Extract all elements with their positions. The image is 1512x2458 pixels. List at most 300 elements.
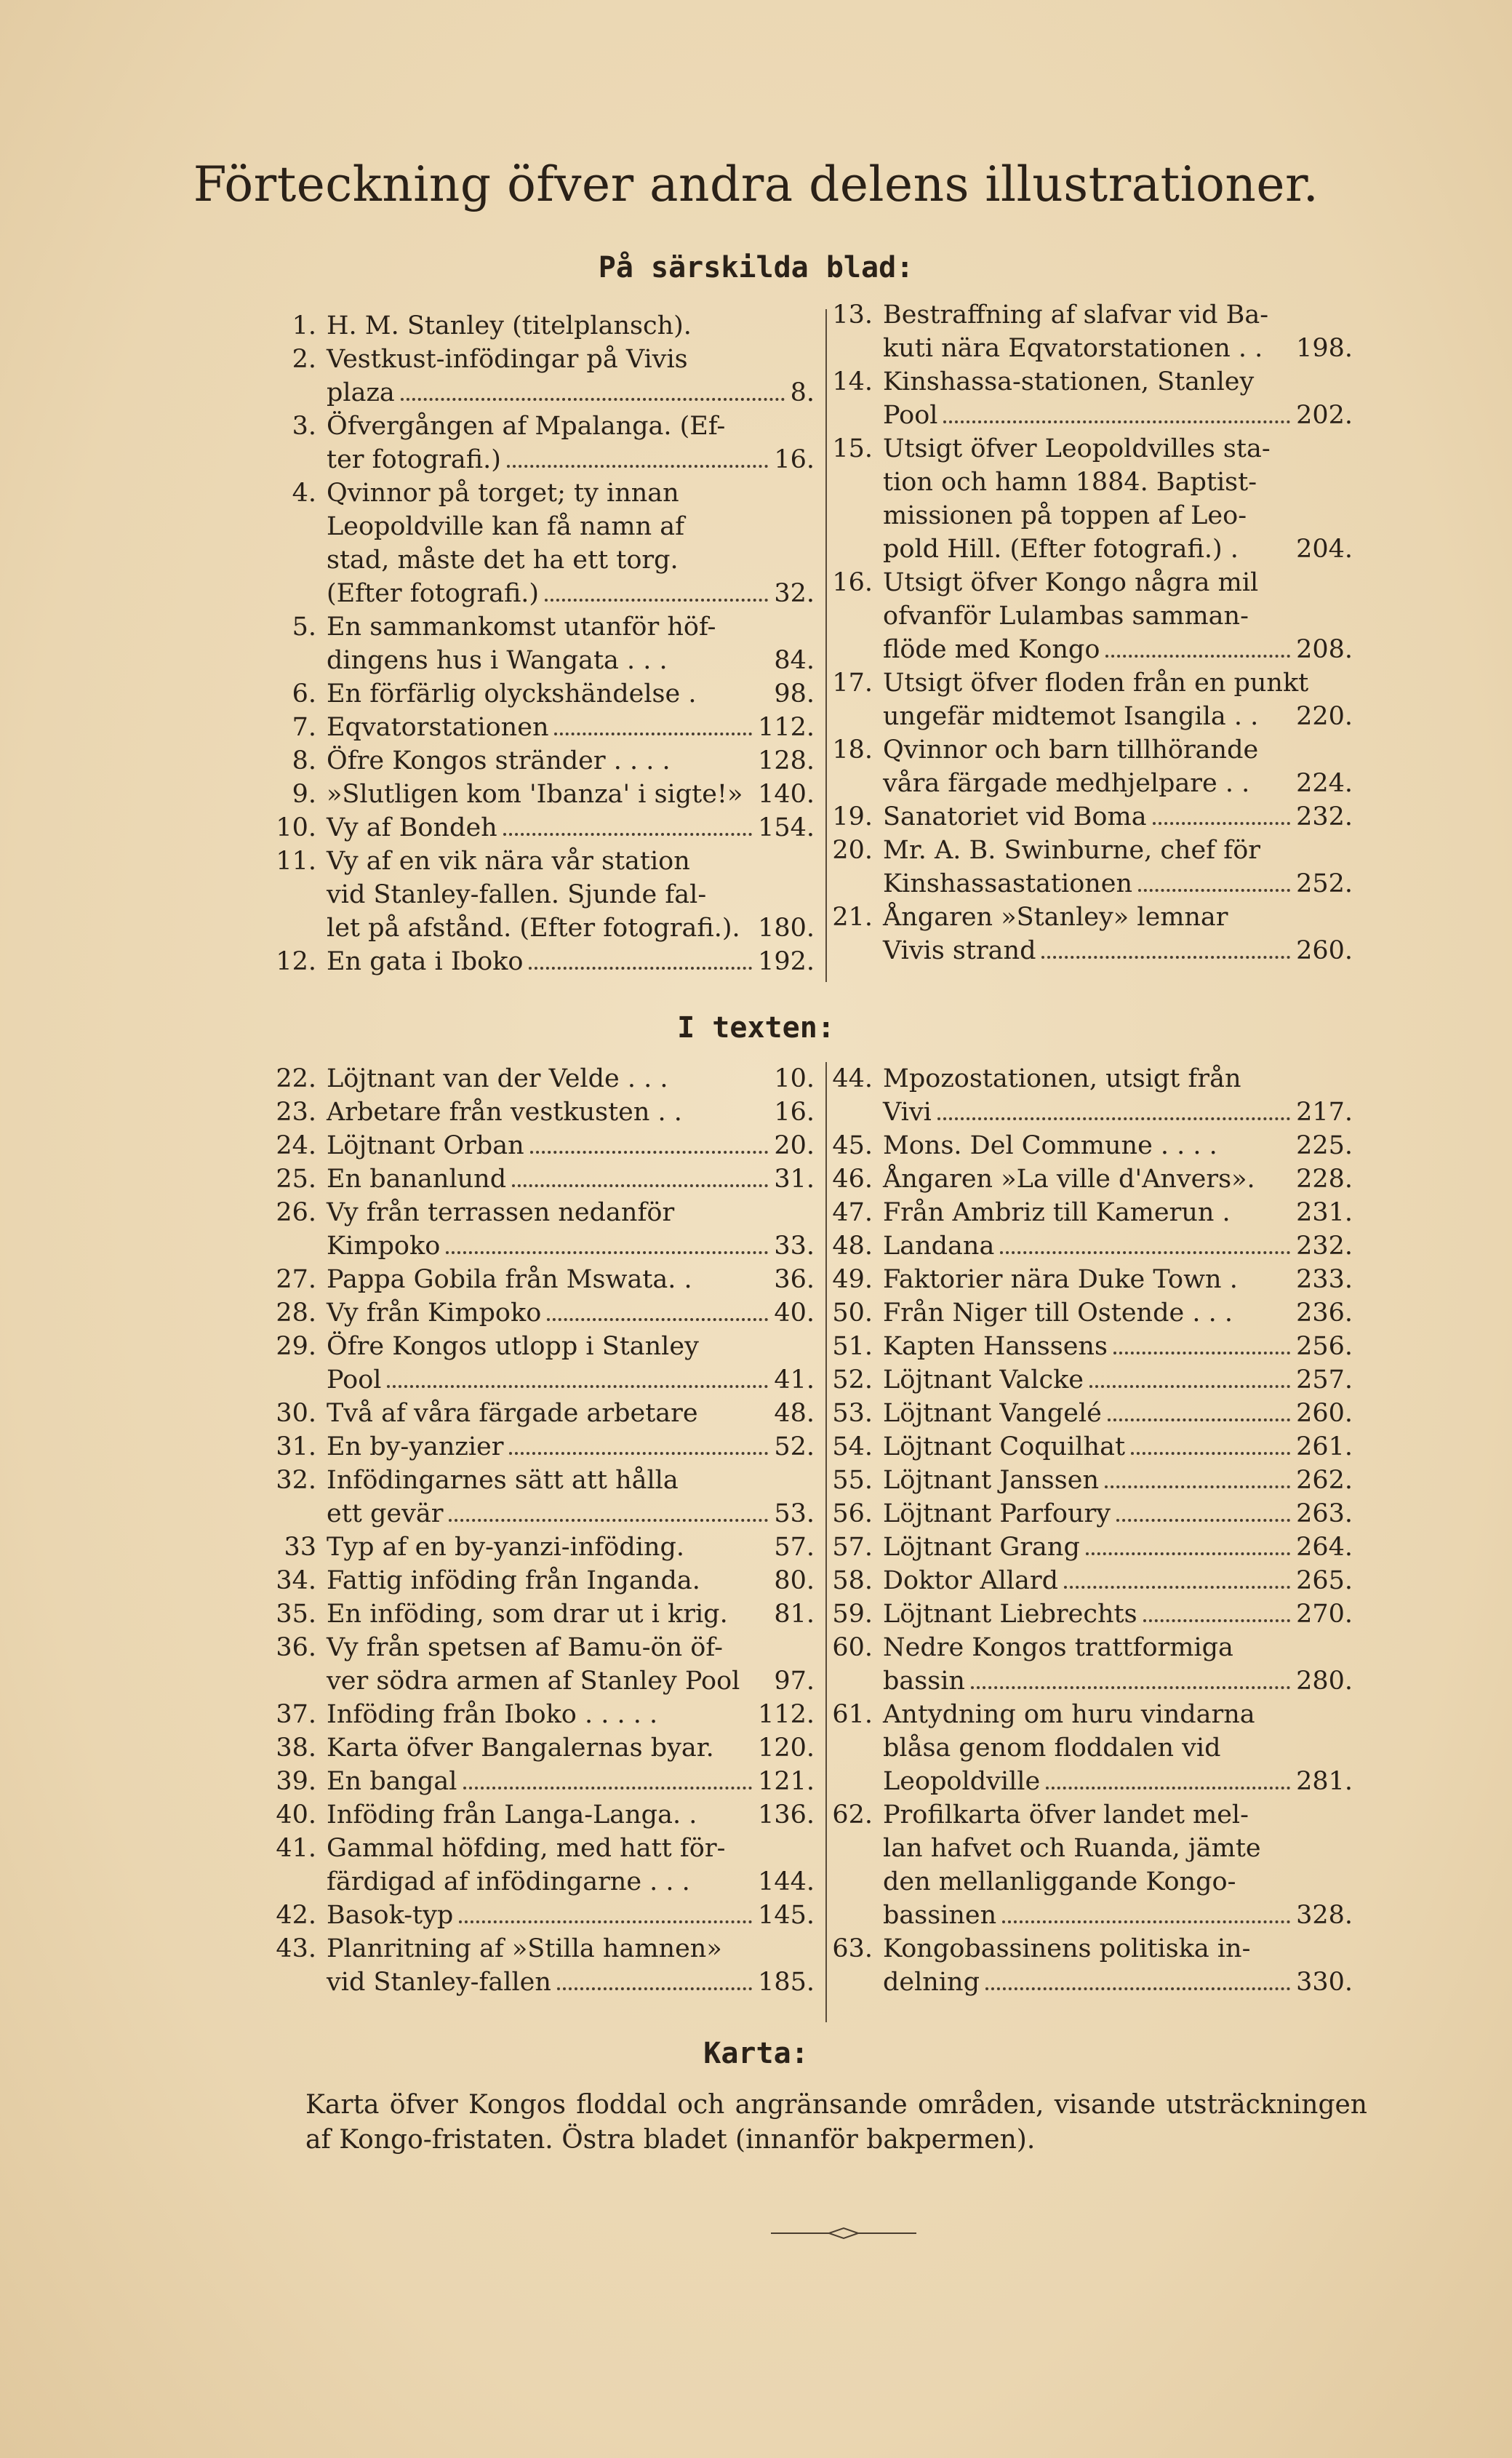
page-number: 33. — [774, 1232, 815, 1261]
entry-number: 62. — [832, 1800, 873, 1829]
dot-leader — [530, 1151, 769, 1154]
entry-text: Från Niger till Ostende . . . — [883, 1298, 1233, 1328]
dot-leader — [463, 1787, 753, 1789]
toc-entry — [273, 1464, 815, 1531]
entry-text: Antydning om huru vindarna — [883, 1700, 1255, 1729]
entry-text: Öfre Kongos utlopp i Stanley — [327, 1332, 699, 1361]
entry-number: 8. — [292, 746, 316, 775]
page-number: 32. — [774, 579, 815, 608]
column-divider — [825, 309, 827, 982]
entry-number: 13. — [832, 300, 873, 330]
entry-text: Löjtnant Coquilhat — [883, 1432, 1126, 1461]
toc-entry — [829, 733, 1353, 800]
entry-text: Utsigt öfver Kongo några mil — [883, 568, 1259, 597]
entry-number: 10. — [276, 813, 316, 842]
entry-number: 37. — [276, 1700, 316, 1729]
entry-text: Löjtnant Grang — [883, 1533, 1080, 1562]
entry-text: Utsigt öfver floden från en punkt — [883, 669, 1309, 698]
entry-text: Mpozostationen, utsigt från — [883, 1064, 1241, 1093]
page-number: 145. — [758, 1901, 815, 1930]
page-number: 270. — [1296, 1600, 1353, 1629]
entry-text: Mr. A. B. Swinburne, chef för — [883, 836, 1261, 865]
entry-number: 34. — [276, 1566, 316, 1595]
toc-entry — [273, 610, 815, 677]
entry-text: stad, måste det ha ett torg. — [327, 546, 679, 575]
entry-text: »Slutligen kom 'Ibanza' i sigte!» — [327, 780, 743, 809]
entry-number: 38. — [276, 1733, 316, 1763]
entry-number: 24. — [276, 1131, 316, 1160]
dot-leader — [1089, 1385, 1290, 1388]
entry-number: 18. — [832, 735, 873, 765]
entry-text: Löjtnant Vangelé — [883, 1399, 1102, 1428]
page-number: 281. — [1296, 1767, 1353, 1796]
dot-leader — [971, 1686, 1290, 1689]
toc-entry — [829, 800, 1353, 834]
entry-number: 57. — [832, 1533, 873, 1562]
entry-text: Arbetare från vestkusten . . — [327, 1098, 682, 1127]
dot-leader — [1116, 1519, 1290, 1522]
toc-entry — [273, 1330, 815, 1397]
page-number: 231. — [1296, 1198, 1353, 1227]
toc-entry — [273, 1531, 815, 1564]
heading-separate-pages: På särskilda blad: — [598, 251, 914, 284]
toc-entry — [829, 1397, 1353, 1430]
entry-text: den mellanliggande Kongo- — [883, 1867, 1236, 1896]
entry-number: 55. — [832, 1466, 873, 1495]
entry-number: 1. — [292, 311, 316, 340]
page-number: 198. — [1296, 334, 1353, 363]
entry-number: 35. — [276, 1600, 316, 1629]
toc-entry — [273, 1899, 815, 1932]
page-number: 185. — [758, 1968, 815, 1997]
page-number: 16. — [774, 445, 815, 474]
dot-leader — [1108, 1418, 1290, 1421]
ornament-icon — [771, 2226, 916, 2240]
entry-number: 21. — [832, 903, 873, 932]
toc-entry — [829, 1464, 1353, 1497]
page-number: 232. — [1296, 1232, 1353, 1261]
entry-text: Öfre Kongos stränder . . . . — [327, 746, 671, 775]
dot-leader — [512, 1184, 768, 1187]
entry-number: 48. — [832, 1232, 873, 1261]
entry-text: Mons. Del Commune . . . . — [883, 1131, 1217, 1160]
entry-text: Karta öfver Bangalernas byar. — [327, 1733, 714, 1763]
entry-text: En sammankomst utanför höf- — [327, 612, 716, 642]
entry-text: Qvinnor på torget; ty innan — [327, 479, 679, 508]
toc-entry — [273, 1196, 815, 1263]
page-number: 40. — [774, 1298, 815, 1328]
page-number: 217. — [1296, 1098, 1353, 1127]
entry-text: plaza — [327, 378, 395, 407]
page-number: 233. — [1296, 1265, 1353, 1294]
entry-text: bassin — [883, 1667, 965, 1696]
entry-text: Sanatoriet vid Boma — [883, 802, 1147, 831]
page-number: 228. — [1296, 1165, 1353, 1194]
page-number: 264. — [1296, 1533, 1353, 1562]
entry-text: Vestkust-infödingar på Vivis — [327, 345, 688, 374]
toc-entry — [273, 1296, 815, 1330]
entry-number: 23. — [276, 1098, 316, 1127]
page-number: 80. — [774, 1566, 815, 1595]
text-right-column — [829, 1062, 1353, 1999]
entry-text: Kongobassinens politiska in- — [883, 1934, 1251, 1963]
page-number: 260. — [1296, 1399, 1353, 1428]
dot-leader — [529, 967, 752, 970]
page-number: 261. — [1296, 1432, 1353, 1461]
entry-text: vid Stanley-fallen. Sjunde fal- — [327, 880, 707, 909]
entry-text: (Efter fotografi.) — [327, 579, 540, 608]
toc-entry — [273, 1832, 815, 1899]
entry-number: 47. — [832, 1198, 873, 1227]
dot-leader — [1041, 956, 1290, 959]
entry-text: lan hafvet och Ruanda, jämte — [883, 1834, 1261, 1863]
page-number: 36. — [774, 1265, 815, 1294]
dot-leader — [401, 398, 785, 401]
toc-entry — [273, 711, 815, 744]
entry-number: 4. — [292, 479, 316, 508]
entry-text: Nedre Kongos trattformiga — [883, 1633, 1233, 1662]
toc-entry — [829, 1363, 1353, 1397]
toc-entry — [829, 1263, 1353, 1296]
entry-number: 25. — [276, 1165, 316, 1194]
toc-entry — [829, 432, 1353, 566]
toc-entry — [273, 309, 815, 343]
entry-number: 32. — [276, 1466, 316, 1495]
entry-text: flöde med Kongo — [883, 635, 1100, 664]
toc-entry — [273, 1698, 815, 1731]
page-number: 192. — [758, 947, 815, 976]
dot-leader — [554, 733, 752, 735]
entry-text: Kinshassastationen — [883, 869, 1133, 898]
entry-text: Kinshassa-stationen, Stanley — [883, 367, 1255, 396]
page-number: 112. — [758, 713, 815, 742]
entry-text: Kimpoko — [327, 1232, 441, 1261]
toc-entry — [829, 1497, 1353, 1531]
toc-entry — [829, 1932, 1353, 1999]
entry-text: Ångaren »La ville d'Anvers». — [883, 1165, 1255, 1194]
dot-leader — [459, 1920, 752, 1923]
entry-text: Fattig inföding från Inganda. — [327, 1566, 700, 1595]
page-number: 204. — [1296, 535, 1353, 564]
map-note: Karta öfver Kongos floddal och angränsande områden, visande utsträckningen af Kongo-fristaten. Östra bladet (innanför bakpermen). — [305, 2090, 1367, 2155]
toc-entry — [273, 1798, 815, 1832]
entry-text: färdigad af infödingarne . . . — [327, 1867, 690, 1896]
dot-leader — [1000, 1251, 1290, 1254]
toc-entry — [829, 1330, 1353, 1363]
entry-number: 30. — [276, 1399, 316, 1428]
entry-text: blåsa genom floddalen vid — [883, 1733, 1221, 1763]
dot-leader — [1113, 1352, 1290, 1354]
plates-right-column — [829, 298, 1353, 967]
toc-entry — [829, 1698, 1353, 1798]
page-number: 20. — [774, 1131, 815, 1160]
toc-entry — [273, 1932, 815, 1999]
toc-entry — [829, 365, 1353, 432]
entry-text: ofvanför Lulambas samman- — [883, 602, 1249, 631]
page-number: 180. — [758, 914, 815, 943]
dot-leader — [1046, 1787, 1290, 1789]
toc-entry — [829, 298, 1353, 365]
entry-text: En förfärlig olyckshändelse . — [327, 679, 697, 709]
entry-number: 41. — [276, 1834, 316, 1863]
entry-text: Inföding från Langa-Langa. . — [327, 1800, 697, 1829]
entry-text: Vy från spetsen af Bamu-ön öf- — [327, 1633, 723, 1662]
entry-number: 52. — [832, 1365, 873, 1394]
entry-text: Eqvatorstationen — [327, 713, 549, 742]
entry-text: Löjtnant Orban — [327, 1131, 524, 1160]
toc-entry — [829, 1631, 1353, 1698]
entry-number: 20. — [832, 836, 873, 865]
toc-entry — [829, 834, 1353, 901]
toc-entry — [273, 1597, 815, 1631]
entry-text: Vy af en vik nära vår station — [327, 847, 690, 876]
page-number: 252. — [1296, 869, 1353, 898]
entry-number: 5. — [292, 612, 316, 642]
dot-leader — [985, 1987, 1290, 1990]
page-number: 52. — [774, 1432, 815, 1461]
toc-entry — [273, 1096, 815, 1129]
page-number: 260. — [1296, 936, 1353, 965]
dot-leader — [1153, 822, 1291, 825]
page-number: 57. — [774, 1533, 815, 1562]
entry-text: Löjtnant Liebrechts — [883, 1600, 1137, 1629]
page-number: 140. — [758, 780, 815, 809]
entry-text: Landana — [883, 1232, 995, 1261]
entry-number: 33 — [284, 1533, 316, 1562]
toc-entry — [829, 1129, 1353, 1162]
entry-text: Pool — [327, 1365, 382, 1394]
page-number: 41. — [774, 1365, 815, 1394]
entry-text: let på afstånd. (Efter fotografi.). — [327, 914, 740, 943]
entry-text: En bananlund — [327, 1165, 507, 1194]
entry-text: pold Hill. (Efter fotografi.) . — [883, 535, 1239, 564]
entry-number: 50. — [832, 1298, 873, 1328]
entry-number: 36. — [276, 1633, 316, 1662]
toc-entry — [273, 1765, 815, 1798]
page-number: 53. — [774, 1499, 815, 1528]
toc-entry — [273, 1397, 815, 1430]
dot-leader — [545, 599, 768, 602]
page-number: 136. — [758, 1800, 815, 1829]
entry-number: 19. — [832, 802, 873, 831]
entry-text: Vivi — [883, 1098, 932, 1127]
entry-text: kuti nära Eqvatorstationen . . — [883, 334, 1263, 363]
entry-text: Ångaren »Stanley» lemnar — [883, 903, 1228, 932]
page-number: 128. — [758, 746, 815, 775]
page-number: 120. — [758, 1733, 815, 1763]
dot-leader — [943, 420, 1290, 423]
toc-entry — [829, 1798, 1353, 1932]
toc-entry — [273, 845, 815, 945]
page-number: 265. — [1296, 1566, 1353, 1595]
entry-number: 39. — [276, 1767, 316, 1796]
entry-number: 7. — [292, 713, 316, 742]
toc-entry — [273, 1162, 815, 1196]
page-number: 84. — [774, 646, 815, 675]
entry-text: En gata i Iboko — [327, 947, 524, 976]
page-number: 263. — [1296, 1499, 1353, 1528]
page-number: 48. — [774, 1399, 815, 1428]
entry-number: 29. — [276, 1332, 316, 1361]
text-left-column — [273, 1062, 815, 1999]
page-number: 257. — [1296, 1365, 1353, 1394]
entry-text: Qvinnor och barn tillhörande — [883, 735, 1259, 765]
toc-entry — [273, 1062, 815, 1096]
page-number: 16. — [774, 1098, 815, 1127]
entry-number: 54. — [832, 1432, 873, 1461]
entry-text: Pappa Gobila från Mswata. . — [327, 1265, 692, 1294]
entry-text: En bangal — [327, 1767, 457, 1796]
toc-entry — [829, 1229, 1353, 1263]
entry-number: 22. — [276, 1064, 316, 1093]
entry-text: Utsigt öfver Leopoldvilles sta- — [883, 434, 1271, 463]
toc-entry — [273, 1263, 815, 1296]
entry-text: Typ af en by-yanzi-inföding. — [327, 1533, 685, 1562]
entry-text: Vivis strand — [883, 936, 1036, 965]
toc-entry — [273, 945, 815, 978]
page-number: 112. — [758, 1700, 815, 1729]
page-number: 225. — [1296, 1131, 1353, 1160]
entry-text: Öfvergången af Mpalanga. (Ef- — [327, 412, 726, 441]
entry-number: 15. — [832, 434, 873, 463]
page-number: 280. — [1296, 1667, 1353, 1696]
entry-number: 16. — [832, 568, 873, 597]
dot-leader — [557, 1987, 752, 1990]
toc-entry — [273, 1129, 815, 1162]
entry-text: Löjtnant Janssen — [883, 1466, 1099, 1495]
page-number: 81. — [774, 1600, 815, 1629]
page-number: 154. — [758, 813, 815, 842]
toc-entry — [829, 1296, 1353, 1330]
entry-number: 31. — [276, 1432, 316, 1461]
page-number: 256. — [1296, 1332, 1353, 1361]
page-number: 236. — [1296, 1298, 1353, 1328]
dot-leader — [1131, 1452, 1290, 1455]
entry-number: 51. — [832, 1332, 873, 1361]
page-number: 232. — [1296, 802, 1353, 831]
entry-text: Två af våra färgade arbetare — [327, 1399, 698, 1428]
toc-entry — [829, 1430, 1353, 1464]
entry-text: Löjtnant Valcke — [883, 1365, 1084, 1394]
entry-text: Vy från Kimpoko — [327, 1298, 542, 1328]
toc-entry — [829, 1564, 1353, 1597]
dot-leader — [1105, 655, 1290, 658]
entry-text: En inföding, som drar ut i krig. — [327, 1600, 728, 1629]
toc-entry — [829, 666, 1353, 733]
dot-leader — [1086, 1552, 1290, 1555]
entry-number: 58. — [832, 1566, 873, 1595]
entry-number: 2. — [292, 345, 316, 374]
entry-text: En by-yanzier — [327, 1432, 504, 1461]
entry-number: 61. — [832, 1700, 873, 1729]
toc-entry — [273, 811, 815, 845]
entry-text: Leopoldville kan få namn af — [327, 512, 685, 541]
toc-entry — [273, 410, 815, 476]
entry-text: Vy från terrassen nedanför — [327, 1198, 675, 1227]
toc-entry — [829, 1531, 1353, 1564]
heading-in-text: I texten: — [677, 1011, 835, 1045]
toc-entry — [273, 1731, 815, 1765]
entry-text: Löjtnant van der Velde . . . — [327, 1064, 668, 1093]
toc-entry — [273, 343, 815, 410]
toc-entry — [273, 778, 815, 811]
toc-entry — [829, 1162, 1353, 1196]
dot-leader — [507, 465, 768, 468]
toc-entry — [273, 744, 815, 778]
entry-text: våra färgade medhjelpare . . — [883, 769, 1250, 798]
entry-text: Profilkarta öfver landet mel- — [883, 1800, 1249, 1829]
entry-text: ver södra armen af Stanley Pool — [327, 1667, 740, 1696]
dot-leader — [1002, 1920, 1290, 1923]
page-number: 208. — [1296, 635, 1353, 664]
entry-text: Pool — [883, 401, 938, 430]
page-number: 328. — [1296, 1901, 1353, 1930]
entry-number: 27. — [276, 1265, 316, 1294]
entry-text: bassinen — [883, 1901, 997, 1930]
toc-entry — [273, 1564, 815, 1597]
page-number: 97. — [774, 1667, 815, 1696]
dot-leader — [509, 1452, 768, 1455]
entry-number: 3. — [292, 412, 316, 441]
entry-number: 45. — [832, 1131, 873, 1160]
page-number: 262. — [1296, 1466, 1353, 1495]
entry-number: 63. — [832, 1934, 873, 1963]
toc-entry — [273, 677, 815, 711]
entry-text: Planritning af »Stilla hamnen» — [327, 1934, 722, 1963]
heading-map: Karta: — [703, 2037, 809, 2070]
entry-text: Kapten Hanssens — [883, 1332, 1108, 1361]
entry-number: 17. — [832, 669, 873, 698]
entry-number: 12. — [276, 947, 316, 976]
toc-entry — [829, 901, 1353, 967]
toc-entry — [273, 1430, 815, 1464]
entry-number: 42. — [276, 1901, 316, 1930]
entry-text: Basok-typ — [327, 1901, 454, 1930]
dot-leader — [1143, 1619, 1291, 1622]
entry-text: Från Ambriz till Kamerun . — [883, 1198, 1231, 1227]
dot-leader — [449, 1519, 768, 1522]
entry-text: tion och hamn 1884. Baptist- — [883, 468, 1257, 497]
entry-text: delning — [883, 1968, 980, 1997]
entry-text: ett gevär — [327, 1499, 444, 1528]
entry-text: Vy af Bondeh — [327, 813, 497, 842]
dot-leader — [1138, 889, 1290, 892]
entry-text: Inföding från Iboko . . . . . — [327, 1700, 658, 1729]
toc-entry — [829, 566, 1353, 666]
entry-number: 49. — [832, 1265, 873, 1294]
entry-number: 59. — [832, 1600, 873, 1629]
entry-text: dingens hus i Wangata . . . — [327, 646, 668, 675]
entry-text: missionen på toppen af Leo- — [883, 501, 1247, 530]
entry-number: 60. — [832, 1633, 873, 1662]
toc-entry — [273, 476, 815, 610]
dot-leader — [503, 833, 752, 836]
dot-leader — [937, 1117, 1290, 1120]
entry-text: Infödingarnes sätt att hålla — [327, 1466, 679, 1495]
page-number: 98. — [774, 679, 815, 709]
toc-entry — [273, 1631, 815, 1698]
entry-text: Faktorier nära Duke Town . — [883, 1265, 1238, 1294]
page-number: 202. — [1296, 401, 1353, 430]
entry-text: Doktor Allard — [883, 1566, 1059, 1595]
page-number: 224. — [1296, 769, 1353, 798]
entry-number: 40. — [276, 1800, 316, 1829]
entry-number: 28. — [276, 1298, 316, 1328]
entry-number: 6. — [292, 679, 316, 709]
dot-leader — [547, 1318, 768, 1321]
entry-number: 9. — [292, 780, 316, 809]
dot-leader — [1105, 1485, 1290, 1488]
